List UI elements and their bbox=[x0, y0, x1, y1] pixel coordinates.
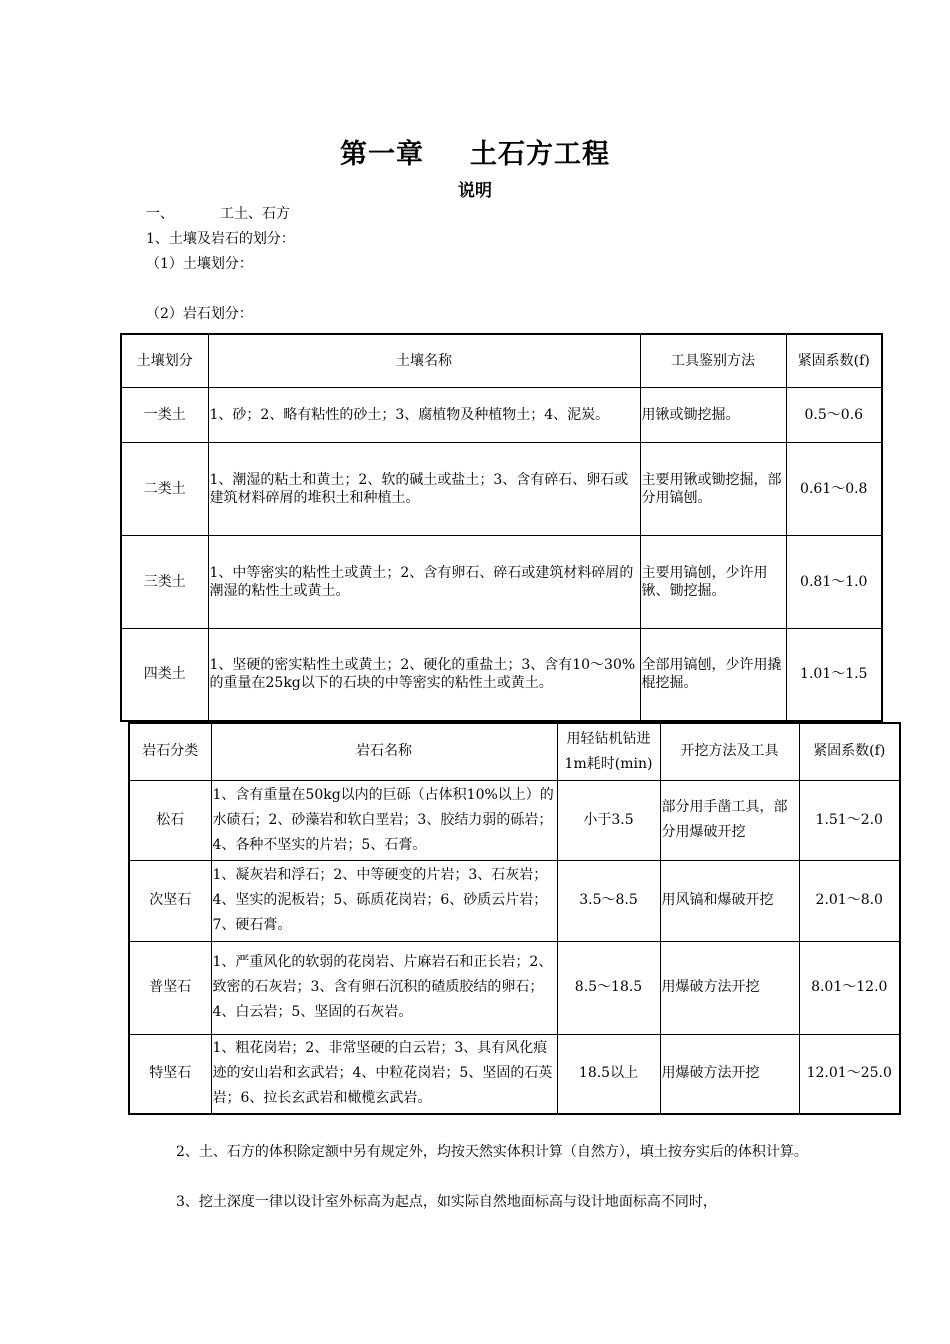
table-cell: 1、严重风化的软弱的花岗岩、片麻岩石和正长岩；2、致密的石灰岩；3、含有卵石沉积的碴质胶结的卵石；4、白云岩；5、坚固的石灰岩。 bbox=[211, 941, 557, 1034]
header-cell: 工具鉴别方法 bbox=[640, 334, 786, 387]
table-cell: 用爆破方法开挖 bbox=[660, 1034, 799, 1114]
table-cell: 0.81～1.0 bbox=[786, 535, 882, 628]
header-cell: 岩石分类 bbox=[129, 723, 211, 780]
table-header-row bbox=[129, 723, 900, 780]
table-cell: 特坚石 bbox=[129, 1034, 211, 1114]
text-line-1: 1、土壤及岩石的划分： bbox=[146, 231, 295, 247]
table-row bbox=[129, 1034, 900, 1114]
table-cell: 1.51～2.0 bbox=[799, 780, 900, 860]
table-cell: 用锹或锄挖掘。 bbox=[640, 387, 786, 442]
table-cell: 三类土 bbox=[121, 535, 208, 628]
table-cell: 一类土 bbox=[121, 387, 208, 442]
table-cell: 3.5～8.5 bbox=[557, 860, 660, 941]
table-cell: 部分用手凿工具，部分用爆破开挖 bbox=[660, 780, 799, 860]
paragraph-3: 3、挖土深度一律以设计室外标高为起点，如实际自然地面标高与设计地面标高不同时， bbox=[176, 1194, 717, 1210]
table-cell: 二类土 bbox=[121, 442, 208, 535]
table-cell: 1、粗花岗岩；2、非常坚硬的白云岩；3、具有风化痕迹的安山岩和玄武岩；4、中粒花岗岩；5、坚固的石英岩；6、拉长玄武岩和橄榄玄武岩。 bbox=[211, 1034, 557, 1114]
table-cell: 四类土 bbox=[121, 628, 208, 721]
table-cell: 0.5～0.6 bbox=[786, 387, 882, 442]
table-row bbox=[121, 442, 882, 535]
chapter-number: 第一章 bbox=[340, 139, 424, 170]
table-row bbox=[121, 387, 882, 442]
header-cell: 紧固系数(f) bbox=[786, 334, 882, 387]
chapter-title bbox=[0, 132, 950, 171]
table-cell: 次坚石 bbox=[129, 860, 211, 941]
table-cell: 主要用镐刨，少许用锹、锄挖掘。 bbox=[640, 535, 786, 628]
header-cell: 土壤划分 bbox=[121, 334, 208, 387]
chapter-name: 土石方工程 bbox=[470, 139, 610, 170]
header-cell: 紧固系数(f) bbox=[799, 723, 900, 780]
section-subtitle: 说明 bbox=[458, 181, 492, 201]
table-cell: 用爆破方法开挖 bbox=[660, 941, 799, 1034]
table-cell: 用风镐和爆破开挖 bbox=[660, 860, 799, 941]
section-number: 一、 bbox=[146, 206, 174, 222]
paragraph-2: 2、土、石方的体积除定额中另有规定外，均按天然实体积计算（自然方），填土按夯实后的体积计算。 bbox=[176, 1144, 808, 1160]
section-name: 工土、石方 bbox=[220, 206, 290, 222]
table-cell: 8.01～12.0 bbox=[799, 941, 900, 1034]
table-cell: 1、坚硬的密实粘性土或黄土；2、硬化的重盐土；3、含有10～30%的重量在25kg以下的石块的中等密实的粘性土或黄土。 bbox=[208, 628, 640, 721]
table-cell: 12.01～25.0 bbox=[799, 1034, 900, 1114]
header-cell: 开挖方法及工具 bbox=[660, 723, 799, 780]
table-row bbox=[121, 535, 882, 628]
table-cell: 全部用镐刨，少许用撬棍挖掘。 bbox=[640, 628, 786, 721]
table-cell: 小于3.5 bbox=[557, 780, 660, 860]
text-line-3: （2）岩石划分： bbox=[146, 306, 253, 322]
header-cell: 用轻钻机钻进1m耗时(min) bbox=[557, 723, 660, 780]
header-cell: 土壤名称 bbox=[208, 334, 640, 387]
table-cell: 松石 bbox=[129, 780, 211, 860]
table-cell: 1、中等密实的粘性土或黄土；2、含有卵石、碎石或建筑材料碎屑的潮湿的粘性土或黄土。 bbox=[208, 535, 640, 628]
table-cell: 1、含有重量在50kg以内的巨砾（占体积10%以上）的水碛石；2、砂藻岩和软白垩岩；3、胶结力弱的砾岩；4、各种不坚实的片岩；5、石膏。 bbox=[211, 780, 557, 860]
table-row bbox=[129, 780, 900, 860]
table-cell: 1.01～1.5 bbox=[786, 628, 882, 721]
table-cell: 普坚石 bbox=[129, 941, 211, 1034]
table-row bbox=[121, 628, 882, 721]
table-cell: 18.5以上 bbox=[557, 1034, 660, 1114]
table-cell: 2.01～8.0 bbox=[799, 860, 900, 941]
table-cell: 主要用锹或锄挖掘，部分用镐刨。 bbox=[640, 442, 786, 535]
table-row bbox=[129, 860, 900, 941]
table-header-row bbox=[121, 334, 882, 387]
soil-classification-table bbox=[120, 333, 883, 722]
table-row bbox=[129, 941, 900, 1034]
table-cell: 1、凝灰岩和浮石；2、中等硬变的片岩；3、石灰岩；4、坚实的泥板岩；5、砾质花岗岩；6、砂质云片岩；7、硬石膏。 bbox=[211, 860, 557, 941]
section-heading bbox=[146, 203, 290, 223]
table-cell: 1、砂；2、略有粘性的砂土；3、腐植物及种植物土；4、泥炭。 bbox=[208, 387, 640, 442]
table-cell: 0.61～0.8 bbox=[786, 442, 882, 535]
header-cell: 岩石名称 bbox=[211, 723, 557, 780]
text-line-2: （1）土壤划分： bbox=[146, 256, 253, 272]
rock-classification-table bbox=[128, 722, 901, 1115]
table-cell: 8.5～18.5 bbox=[557, 941, 660, 1034]
table-cell: 1、潮湿的粘土和黄土；2、软的碱土或盐土；3、含有碎石、卵石或建筑材料碎屑的堆积土和种植土。 bbox=[208, 442, 640, 535]
